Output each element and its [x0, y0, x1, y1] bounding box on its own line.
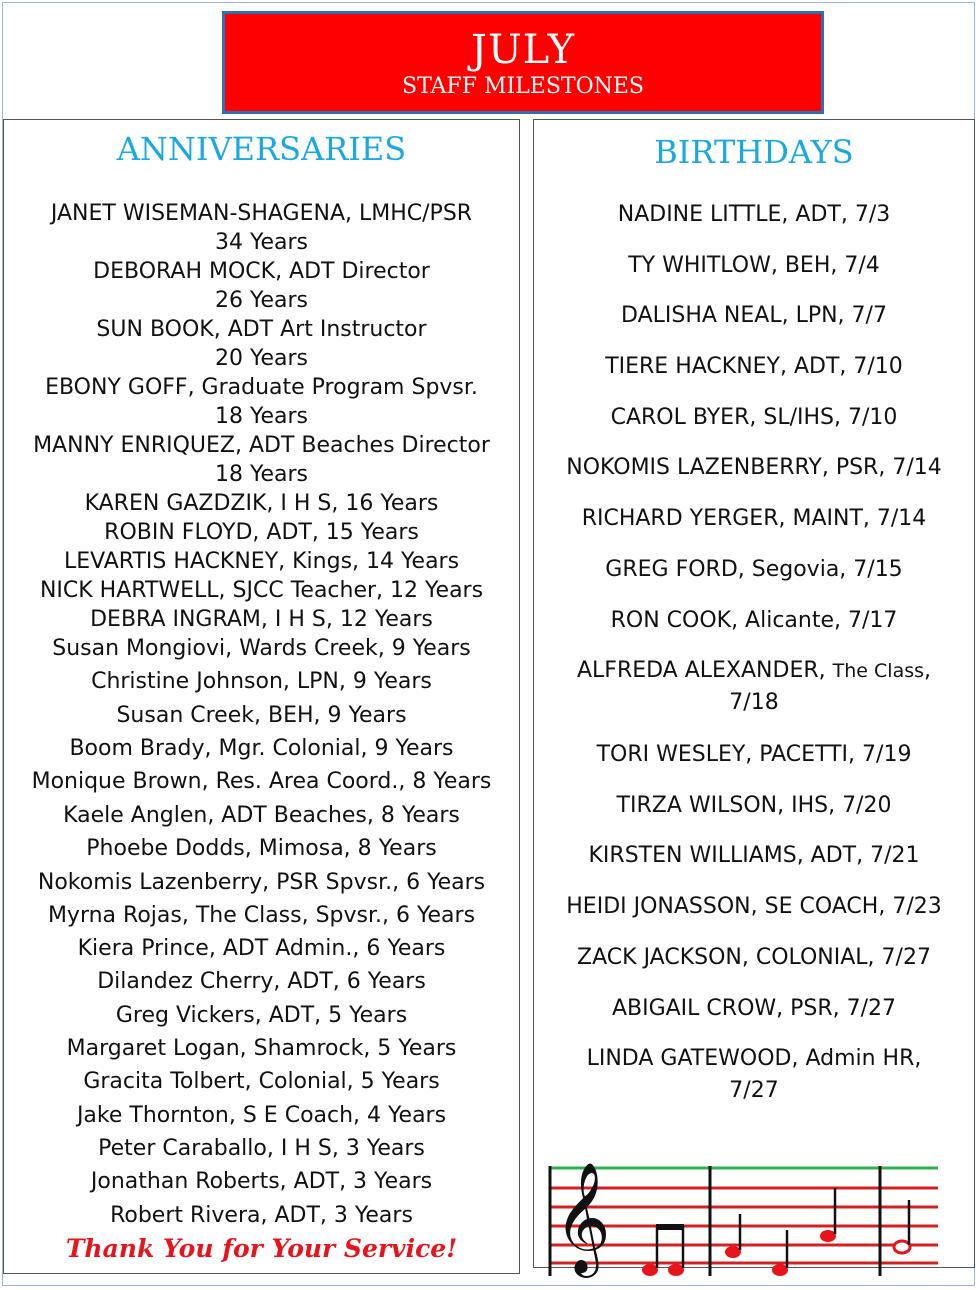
- anniversary-line: Peter Caraballo, I H S, 3 Years: [98, 1136, 425, 1161]
- anniversary-line: KAREN GAZDZIK, I H S, 16 Years: [84, 491, 439, 516]
- anniversary-line: Gracita Tolbert, Colonial, 5 Years: [83, 1069, 440, 1094]
- anniversary-line: Margaret Logan, Shamrock, 5 Years: [66, 1036, 457, 1061]
- anniversary-line: 18 Years: [214, 404, 309, 429]
- anniversary-line: LEVARTIS HACKNEY, Kings, 14 Years: [63, 549, 460, 574]
- anniversary-line: MANNY ENRIQUEZ, ADT Beaches Director: [33, 433, 490, 458]
- birthday-line: [534, 657, 974, 685]
- anniversary-line: 20 Years: [214, 346, 309, 371]
- anniversary-line: 18 Years: [214, 462, 309, 487]
- birthdays-panel: [533, 119, 975, 1268]
- birthday-line: ZACK JACKSON, COLONIAL, 7/27: [577, 945, 931, 970]
- anniversaries-panel: [3, 119, 520, 1274]
- treble-clef-icon: 𝄞: [554, 1161, 611, 1273]
- birthday-line: NADINE LITTLE, ADT, 7/3: [617, 202, 891, 227]
- header-banner: [222, 11, 824, 114]
- anniversary-line: ROBIN FLOYD, ADT, 15 Years: [104, 520, 419, 545]
- anniversary-line: DEBRA INGRAM, I H S, 12 Years: [90, 607, 433, 632]
- birthday-line: TY WHITLOW, BEH, 7/4: [628, 253, 880, 278]
- anniversary-line: Monique Brown, Res. Area Coord., 8 Years: [31, 769, 492, 794]
- birthday-line: RICHARD YERGER, MAINT, 7/14: [581, 506, 927, 531]
- anniversary-line: Jake Thornton, S E Coach, 4 Years: [76, 1103, 447, 1128]
- page-subtitle: STAFF MILESTONES: [402, 74, 644, 99]
- birthday-line: TIERE HACKNEY, ADT, 7/10: [605, 354, 903, 379]
- anniversary-line: Jonathan Roberts, ADT, 3 Years: [90, 1169, 433, 1194]
- birthday-line: NOKOMIS LAZENBERRY, PSR, 7/14: [566, 455, 942, 480]
- anniversary-line: Susan Mongiovi, Wards Creek, 9 Years: [52, 636, 471, 661]
- anniversary-line: Kiera Prince, ADT Admin., 6 Years: [77, 936, 446, 961]
- birthday-line: LINDA GATEWOOD, Admin HR,: [586, 1046, 922, 1071]
- anniversary-line: DEBORAH MOCK, ADT Director: [93, 259, 430, 284]
- birthday-line: HEIDI JONASSON, SE COACH, 7/23: [566, 894, 942, 919]
- anniversary-line: Susan Creek, BEH, 9 Years: [116, 703, 407, 728]
- birthday-line: TIRZA WILSON, IHS, 7/20: [616, 793, 892, 818]
- birthdays-heading: BIRTHDAYS: [654, 133, 854, 171]
- anniversary-line: Christine Johnson, LPN, 9 Years: [91, 669, 432, 694]
- anniversary-line: SUN BOOK, ADT Art Instructor: [96, 317, 427, 342]
- birthday-line: GREG FORD, Segovia, 7/15: [605, 557, 903, 582]
- anniversary-line: NICK HARTWELL, SJCC Teacher, 12 Years: [39, 578, 484, 603]
- birthday-line: 7/27: [729, 1078, 779, 1103]
- anniversary-line: Kaele Anglen, ADT Beaches, 8 Years: [63, 803, 460, 828]
- anniversary-line: Dilandez Cherry, ADT, 6 Years: [97, 969, 426, 994]
- birthday-comma: ,: [924, 658, 932, 683]
- birthday-line: TORI WESLEY, PACETTI, 7/19: [596, 742, 912, 767]
- thank-you-message: Thank You for Your Service!: [65, 1234, 458, 1263]
- anniversary-line: Greg Vickers, ADT, 5 Years: [115, 1003, 408, 1028]
- birthday-line: KIRSTEN WILLIAMS, ADT, 7/21: [588, 843, 920, 868]
- anniversary-line: Myrna Rojas, The Class, Spvsr., 6 Years: [47, 903, 476, 928]
- anniversary-line: Robert Rivera, ADT, 3 Years: [110, 1203, 413, 1228]
- music-staff-icon: [540, 1158, 979, 1283]
- anniversary-line: Nokomis Lazenberry, PSR Spvsr., 6 Years: [37, 870, 486, 895]
- anniversary-line: 26 Years: [214, 288, 309, 313]
- birthday-line: CAROL BYER, SL/IHS, 7/10: [610, 405, 898, 430]
- birthday-line: 7/18: [729, 690, 779, 715]
- anniversary-line: Phoebe Dodds, Mimosa, 8 Years: [86, 836, 437, 861]
- birthday-program: The Class: [832, 660, 925, 682]
- anniversary-line: 34 Years: [214, 230, 309, 255]
- birthday-line: RON COOK, Alicante, 7/17: [610, 608, 898, 633]
- anniversary-line: JANET WISEMAN-SHAGENA, LMHC/PSR: [50, 201, 473, 226]
- page-title: JULY: [470, 27, 576, 73]
- birthday-line: DALISHA NEAL, LPN, 7/7: [621, 303, 887, 328]
- birthday-line: ABIGAIL CROW, PSR, 7/27: [611, 996, 897, 1021]
- anniversaries-heading: ANNIVERSARIES: [116, 130, 407, 168]
- birthday-name: ALFREDA ALEXANDER,: [576, 658, 826, 683]
- anniversary-line: Boom Brady, Mgr. Colonial, 9 Years: [69, 736, 454, 761]
- anniversary-line: EBONY GOFF, Graduate Program Spvsr.: [45, 375, 478, 400]
